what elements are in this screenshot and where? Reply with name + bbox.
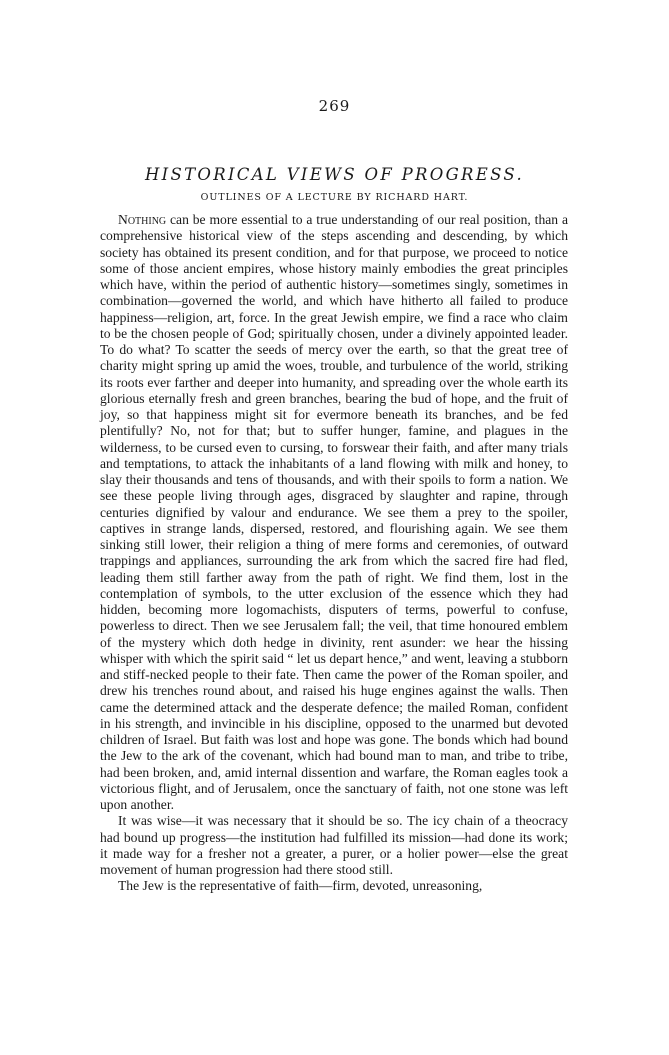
- page-number: 269: [318, 97, 351, 115]
- article-body: [100, 212, 568, 895]
- paragraph-1: [100, 212, 568, 813]
- paragraph-lead-word: Nothing: [118, 212, 167, 227]
- paragraph-3: The Jew is the representative of faith—firm, devoted, unreasoning,: [118, 878, 483, 894]
- paragraph-2: It was wise—it was necessary that it should be so. The icy chain of a theocracy had bound up progress—the institution had fulfilled its mission—had done its work; it made way for a fresher not a greater, a purer, or a holier power—else the great movement of human progression had there stood still.: [100, 813, 568, 877]
- article-subtitle: OUTLINES OF A LECTURE BY RICHARD HART.: [200, 192, 469, 203]
- article-title: HISTORICAL VIEWS OF PROGRESS.: [144, 165, 524, 184]
- paragraph-1-text: can be more essential to a true understanding of our real position, than a comprehensive historical view of the steps ascending and descending, by which society has obtained its present condition, and for that purpose, we proceed to notice some of those ancient empires, whose history mainly embodies the great principles which have, within the period of authentic history—sometimes singly, sometimes in combination—governed the world, and which have hitherto all failed to produce happiness—religion, art, force. In the great Jewish empire, we find a race who claim to be the chosen people of God; spiritually chosen, under a divinely appointed leader. To do what? To scatter the seeds of mercy over the earth, so that the great tree of charity might spring up amid the woes, trouble, and turbulence of the world, striking its roots ever farther and deeper into humanity, and spreading over the whole earth its glorious eternally fresh and green branches, bearing the bud of hope, and the fruit of joy, so that happiness might sit for evermore beneath its branches, and be fed plentifully? No, not for that; but to suffer hunger, famine, and plagues in the wilderness, to be cursed even to cursing, to forswear their faith, and after many trials and temptations, to attack the inhabitants of a land flowing with milk and honey, to slay their thousands and tens of thousands, and with their spoils to form a nation. We see these people living through ages, disgraced by slaughter and rapine, through centuries dignified by valour and endurance. We see them a prey to the spoiler, captives in strange lands, dispersed, restored, and flourishing again. We see them sinking still lower, their religion a thing of mere forms and ceremonies, of outward trappings and appliances, surrounding the ark from which the sacred fire had fled, leading them still farther away from the path of right. We find them, lost in the contemplation of symbols, to the utter exclusion of the essence which they had hidden, becoming more logomachists, disputers of terms, powerful to confuse, powerless to direct. Then we see Jerusalem fall; the veil, that time honoured emblem of the mystery which doth hedge in divinity, rent asunder: we hear the hissing whisper with which the spirit said “ let us depart hence,” and went, leaving a stubborn and stiff-necked people to their fate. Then came the power of the Roman spoiler, and drew his trenches round about, and raised his huge engines against the walls. Then came the determined attack and the desperate defence; the mailed Roman, confident in his strength, and invincible in his discipline, opposed to the unarmed but devoted children of Israel. But faith was lost and hope was gone. The bonds which had bound the Jew to the ark of the covenant, which had bound man to man, and tribe to tribe, had been broken, and, amid internal dissention and warfare, the Roman eagles took a victorious flight, and of Jerusalem, once the sanctuary of faith, not one stone was left upon another.: [100, 212, 568, 812]
